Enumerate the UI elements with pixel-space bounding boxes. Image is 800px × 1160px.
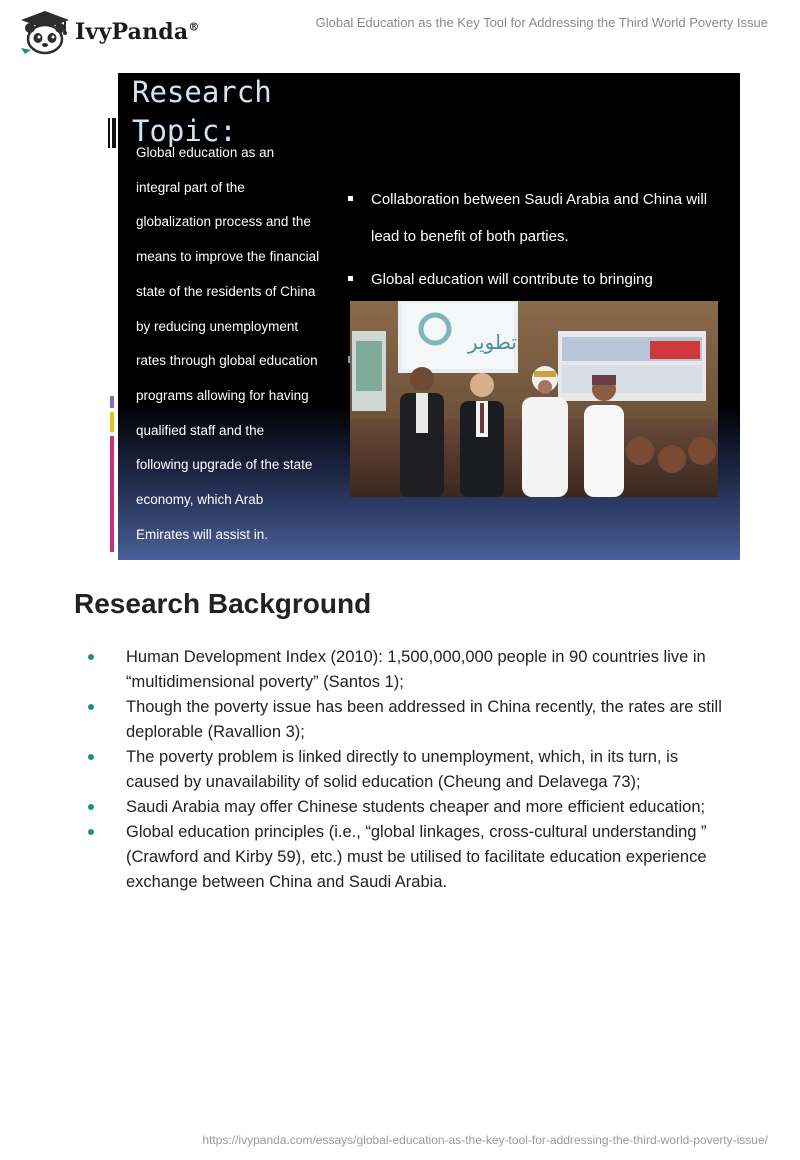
presentation-slide — [118, 73, 740, 560]
brand-name: IvyPanda® — [75, 19, 200, 45]
list-item: Though the poverty issue has been addressed in China recently, the rates are still deplorable (Ravallion 3); — [86, 695, 726, 745]
slide-line: following upgrade of the state — [136, 457, 313, 473]
svg-text:تطوير: تطوير — [468, 330, 517, 354]
slide-line: economy, which Arab — [136, 492, 264, 508]
slide-line: qualified staff and the — [136, 422, 265, 438]
document-title: Global Education as the Key Tool for Addressing the Third World Poverty Issue — [315, 15, 768, 30]
slide-line: by reducing unemployment — [136, 318, 299, 334]
source-url[interactable]: https://ivypanda.com/essays/global-education-as-the-key-tool-for-addressing-the-third-world-poverty-issue/ — [202, 1133, 768, 1147]
slide-line: programs allowing for having — [136, 387, 309, 403]
bullet-dot-icon — [88, 754, 94, 760]
slide-bullet: Global education will contribute to bringing — [346, 261, 726, 298]
slide-edge-decoration — [110, 412, 114, 432]
bullet-dot-icon — [88, 654, 94, 660]
list-item: The poverty problem is linked directly to unemployment, which, in its turn, is caused by unavailability of solid education (Cheung and Delavega 73); — [86, 745, 726, 795]
square-bullet-icon — [348, 276, 353, 281]
conference-photo — [350, 301, 718, 497]
list-item: Saudi Arabia may offer Chinese students cheaper and more efficient education; — [86, 795, 726, 820]
square-bullet-icon — [348, 196, 353, 201]
slide-line: Global education as an — [136, 145, 275, 160]
slide-edge-decoration — [112, 118, 116, 148]
slide-line: integral part of the — [136, 179, 245, 195]
bullet-dot-icon — [88, 804, 94, 810]
list-item: Human Development Index (2010): 1,500,000,000 people in 90 countries live in “multidimensional poverty” (Santos 1); — [86, 645, 726, 695]
slide-edge-decoration — [108, 118, 110, 148]
brand-logo[interactable] — [15, 8, 200, 56]
panda-graduate-icon — [15, 8, 73, 56]
slide-edge-decoration — [110, 436, 114, 552]
background-list — [86, 645, 726, 895]
slide-line: globalization process and the — [136, 214, 311, 230]
slide-line: rates through global education — [136, 353, 318, 369]
slide-topic-heading: Research Topic: — [132, 75, 272, 148]
slide-edge-decoration — [110, 396, 114, 408]
slide-line: state of the residents of China — [136, 283, 316, 299]
slide-line: Emirates will assist in. — [136, 526, 269, 542]
list-item: Global education principles (i.e., “global linkages, cross-cultural understanding ” (Crawford and Kirby 59), etc.) must be utilised to facilitate education experience exchange between China and Saudi Arabia. — [86, 820, 726, 895]
slide-line: means to improve the financial — [136, 249, 320, 265]
bullet-dot-icon — [88, 829, 94, 835]
bullet-dot-icon — [88, 704, 94, 710]
slide-bullet: Collaboration between Saudi Arabia and China will lead to benefit of both parties. — [346, 181, 726, 255]
slide-bullet-list — [346, 181, 726, 298]
slide-topic-text — [136, 136, 341, 552]
section-title: Research Background — [74, 588, 372, 619]
